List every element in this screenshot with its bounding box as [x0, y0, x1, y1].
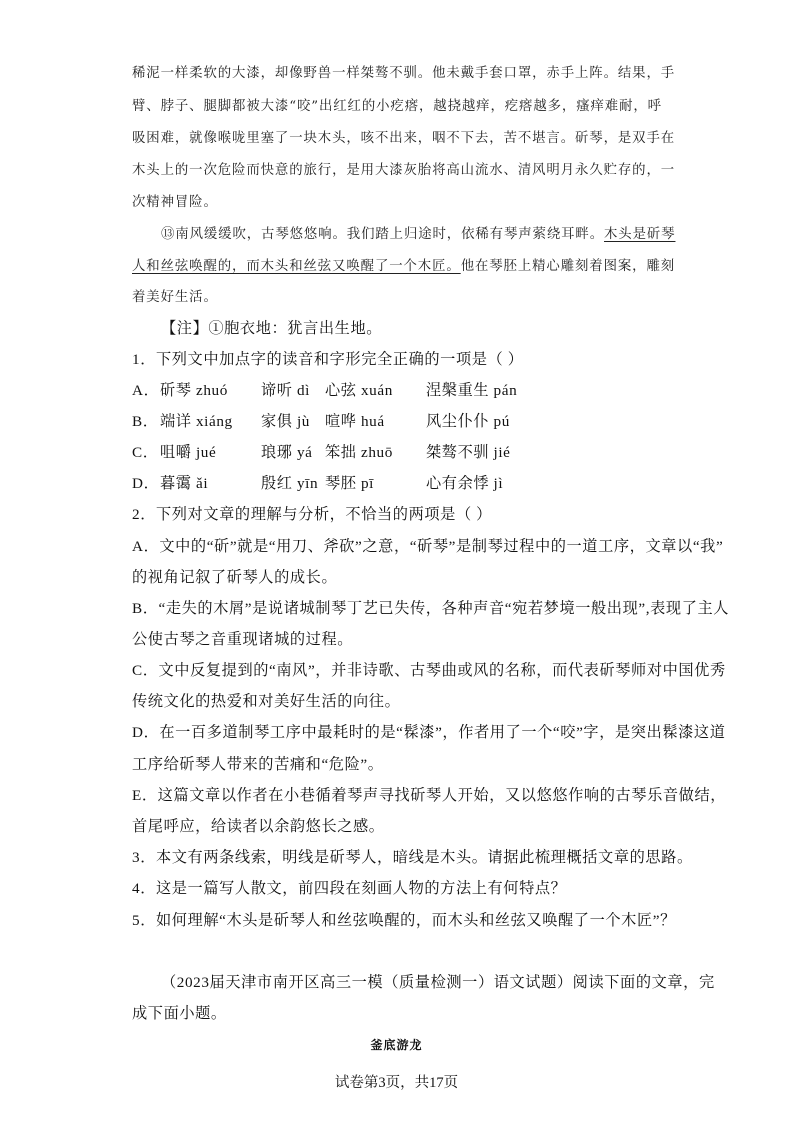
- story-line-3: 吸困难，就像喉咙里塞了一块木头，咳不出来，咽不下去，苦不堪言。斫琴，是双手在: [132, 131, 676, 146]
- question-1-option-a: [132, 381, 662, 401]
- paragraph-13-line-3: 着美好生活。: [132, 290, 218, 305]
- question-2-stem: 2．下列对文章的理解与分析，不恰当的两项是（ ）: [132, 506, 492, 523]
- option-item: 涅槃重生 pán: [426, 382, 518, 399]
- option-item: 殷红 yīn: [261, 475, 319, 492]
- question-3: 3．本文有两条线索，明线是斫琴人，暗线是木头。请据此梳理概括文章的思路。: [132, 849, 693, 866]
- option-item: 咀嚼 jué: [160, 444, 217, 461]
- question-2-option-b-line-2: 公使古琴之音重现诸城的过程。: [132, 631, 354, 648]
- option-label: C．: [132, 444, 159, 461]
- option-item: 琅琊 yá: [261, 444, 313, 461]
- next-passage-title: 釜底游龙: [370, 1038, 423, 1052]
- question-4: 4．这是一篇写人散文，前四段在刻画人物的方法上有何特点？: [132, 880, 567, 897]
- question-1-option-d: [132, 474, 662, 494]
- question-2-option-a-line-1: A．文中的“斫”就是“用刀、斧砍”之意，“斫琴”是制琴过程中的一道工序，文章以“我”: [132, 538, 724, 555]
- option-label: D．: [132, 475, 160, 492]
- option-item: 琴胚 pī: [325, 475, 374, 492]
- question-2-option-a-line-2: 的视角记叙了斫琴人的成长。: [132, 569, 338, 586]
- option-label: B．: [132, 413, 159, 430]
- next-passage-source-line-2: 成下面小题。: [132, 1005, 227, 1022]
- option-item: 风尘仆仆 pú: [426, 413, 510, 430]
- option-item: 端详 xiáng: [160, 413, 233, 430]
- option-item: 家俱 jù: [261, 413, 310, 430]
- option-item: 心有余悸 jì: [426, 475, 504, 492]
- story-line-2: 臂、脖子、腿脚都被大漆“咬”出红红的小疙瘩，越挠越痒，疙瘩越多，瘙痒难耐，呼: [132, 99, 662, 114]
- option-item: 笨拙 zhuō: [325, 444, 393, 461]
- option-item: 喧哗 huá: [325, 413, 385, 430]
- question-1-option-b: [132, 412, 662, 432]
- question-2-option-c-line-2: 传统文化的热爱和对美好生活的向往。: [132, 693, 401, 710]
- question-2-option-d-line-1: D．在一百多道制琴工序中最耗时的是“髹漆”，作者用了一个“咬”字，是突出髹漆这道: [132, 724, 726, 741]
- page-footer: 试卷第3页，共17页: [334, 1075, 459, 1091]
- underlined-quote: 人和丝弦唤醒的，而木头和丝弦又唤醒了一个木匠。: [132, 259, 461, 274]
- option-item: 谛听 dì: [261, 382, 310, 399]
- question-2-option-d-line-2: 工序给斫琴人带来的苦痛和“危险”。: [132, 756, 384, 773]
- option-item: 暮霭 ǎi: [160, 475, 209, 492]
- question-2-option-e-line-1: E．这篇文章以作者在小巷循着琴声寻找斫琴人开始，又以悠悠作响的古琴乐音做结，: [132, 787, 727, 804]
- paragraph-13-line-2: [132, 257, 676, 277]
- paragraph-13-line-1: [161, 225, 676, 245]
- paragraph-13-text: 他在琴胚上精心雕刻着图案，雕刻: [460, 259, 676, 274]
- option-item: 心弦 xuán: [325, 382, 393, 399]
- option-label: A．: [132, 382, 160, 399]
- story-line-4: 木头上的一次危险而快意的旅行，是用大漆灰胎将高山流水、清风明月永久贮存的，一: [132, 163, 676, 178]
- question-2-option-c-line-1: C．文中反复提到的“南风”，并非诗歌、古琴曲或风的名称，而代表斫琴师对中国优秀: [132, 662, 726, 679]
- question-5: 5．如何理解“木头是斫琴人和丝弦唤醒的，而木头和丝弦又唤醒了一个木匠”？: [132, 912, 676, 929]
- underlined-quote: 木头是斫琴: [604, 227, 676, 242]
- footnote: 【注】①胞衣地：犹言出生地。: [161, 320, 383, 337]
- paragraph-13-text: ⑬南风缓缓吹，古琴悠悠响。我们踏上归途时，依稀有琴声萦绕耳畔。: [161, 227, 605, 242]
- story-line-1: 稀泥一样柔软的大漆，却像野兽一样桀骜不驯。他未戴手套口罩，赤手上阵。结果，手: [132, 66, 676, 81]
- option-item: 桀骜不驯 jié: [426, 444, 511, 461]
- question-1-option-c: [132, 443, 662, 463]
- next-passage-source-line-1: （2023届天津市南开区高三一模（质量检测一）语文试题）阅读下面的文章，完: [161, 974, 715, 991]
- question-2-option-b-line-1: B．“走失的木屑”是说诸城制琴丁艺已失传，各种声音“宛若梦境一般出现”,表现了主人: [132, 600, 730, 617]
- story-line-5: 次精神冒险。: [132, 195, 218, 210]
- question-2-option-e-line-2: 首尾呼应，给读者以余韵悠长之感。: [132, 818, 385, 835]
- option-item: 斫琴 zhuó: [160, 382, 228, 399]
- question-1-stem: 1．下列文中加点字的读音和字形完全正确的一项是（ ）: [132, 351, 524, 368]
